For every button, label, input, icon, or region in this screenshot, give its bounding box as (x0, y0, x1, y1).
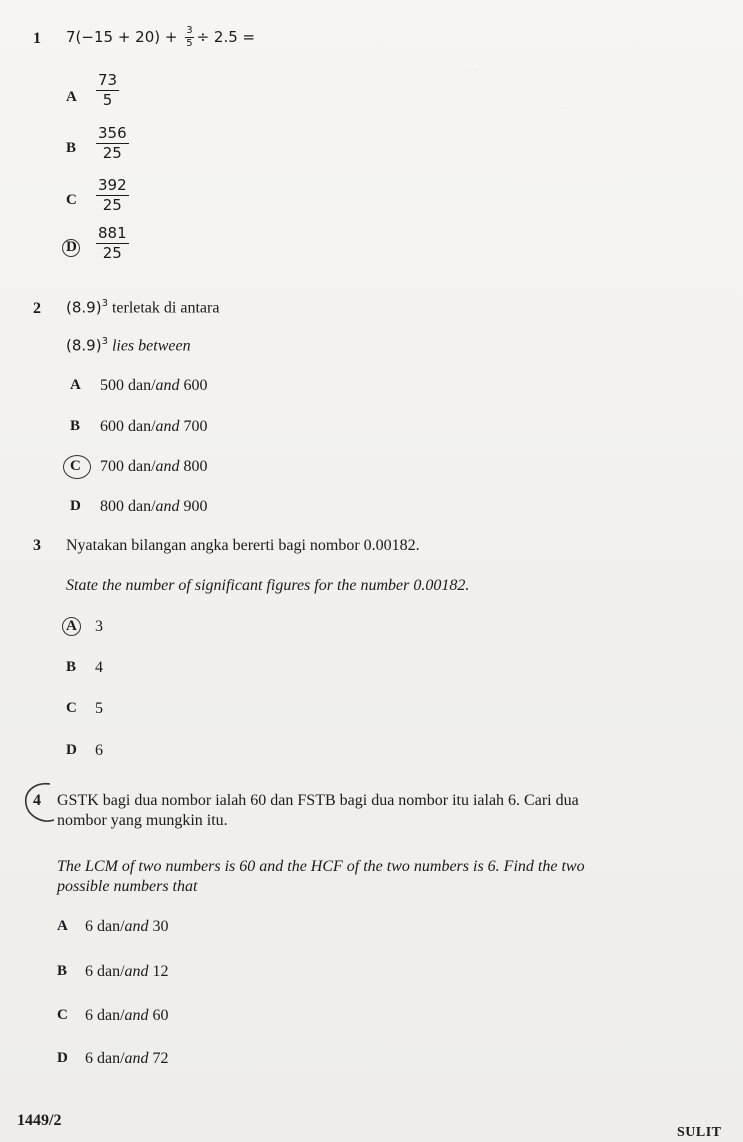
question-number: 1 (33, 30, 41, 47)
show-through-text: ... (470, 60, 479, 74)
question-2-english: $(8.9)^3$ lies between (66, 336, 191, 355)
question-circle-mark (20, 780, 62, 826)
option-letter: B (57, 963, 68, 979)
option-d-fraction[interactable]: $\frac{881}{25}$ (98, 224, 127, 262)
option-a-fraction[interactable]: $\frac{73}{5}$ (98, 71, 118, 109)
option-b-text[interactable]: 600 dan/and 700 (100, 418, 208, 435)
option-a-text[interactable]: 6 dan/and 30 (85, 918, 169, 935)
inline-fraction: $\frac{3}{5}$ (186, 25, 193, 49)
option-letter: B (70, 418, 81, 434)
option-d-text[interactable]: 800 dan/and 900 (100, 498, 208, 515)
option-a-text[interactable]: 3 (95, 618, 103, 635)
option-letter: B (66, 659, 77, 675)
option-b-fraction[interactable]: $\frac{356}{25}$ (98, 124, 127, 162)
question-2-malay: $(8.9)^3$ terletak di antara (66, 298, 220, 317)
option-letter: D (70, 498, 81, 514)
question-4-malay-line-2: nombor yang mungkin itu. (57, 812, 228, 829)
option-d-text[interactable]: 6 dan/and 72 (85, 1050, 169, 1067)
option-letter: A (66, 618, 77, 634)
question-number: 4 (33, 792, 41, 809)
question-number: 2 (33, 300, 41, 317)
option-letter: C (66, 192, 77, 208)
option-b-text[interactable]: 4 (95, 659, 103, 676)
option-letter: C (70, 458, 81, 474)
show-through-text: ... (560, 98, 569, 112)
expression-prefix: 7(−15 + 20) + (66, 28, 183, 46)
option-d-text[interactable]: 6 (95, 742, 103, 759)
option-c-text[interactable]: 6 dan/and 60 (85, 1007, 169, 1024)
sulit-mark: SULIT (677, 1125, 722, 1140)
expression-suffix: ÷ 2.5 = (196, 28, 256, 46)
option-letter: D (57, 1050, 68, 1066)
option-letter: D (66, 239, 77, 255)
question-4-malay-line-1: GSTK bagi dua nombor ialah 60 dan FSTB bagi dua nombor itu ialah 6. Cari dua (57, 792, 579, 809)
option-c-text[interactable]: 5 (95, 700, 103, 717)
option-letter: A (57, 918, 68, 934)
option-b-text[interactable]: 6 dan/and 12 (85, 963, 169, 980)
option-letter: A (66, 89, 77, 105)
question-3-english: State the number of significant figures for the number 0.00182. (66, 577, 470, 594)
option-letter: B (66, 140, 77, 156)
option-letter: C (66, 700, 77, 716)
question-number: 3 (33, 537, 41, 554)
option-c-text[interactable]: 700 dan/and 800 (100, 458, 208, 475)
question-3-malay: Nyatakan bilangan angka bererti bagi nombor 0.00182. (66, 537, 420, 554)
option-letter: D (66, 742, 77, 758)
option-c-fraction[interactable]: $\frac{392}{25}$ (98, 176, 127, 214)
paper-code: 1449/2 (17, 1112, 62, 1129)
option-letter: A (70, 377, 81, 393)
question-1-expression (66, 26, 255, 49)
option-a-text[interactable]: 500 dan/and 600 (100, 377, 208, 394)
question-4-english-line-1: The LCM of two numbers is 60 and the HCF of the two numbers is 6. Find the two (57, 858, 585, 875)
question-4-english-line-2: possible numbers that (57, 878, 198, 895)
option-letter: C (57, 1007, 68, 1023)
